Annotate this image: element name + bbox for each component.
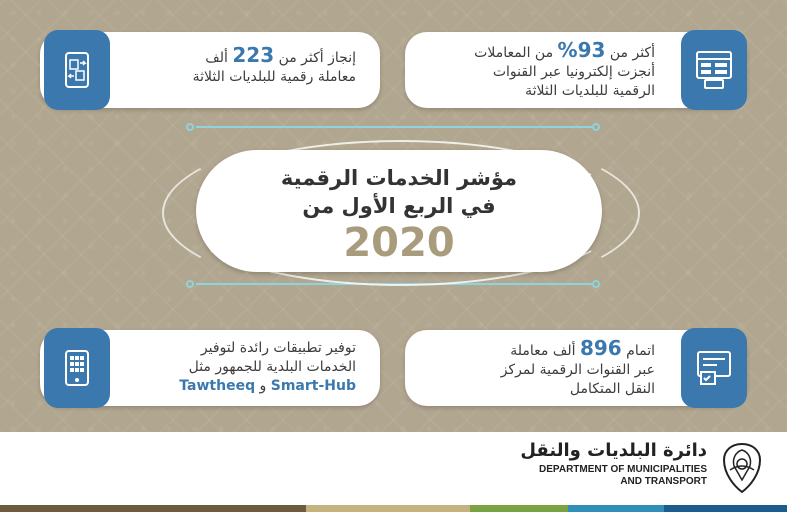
- org-name-english-line1: DEPARTMENT OF MUNICIPALITIES: [539, 464, 707, 475]
- footer-color-bar: [0, 505, 306, 512]
- card-text: [116, 339, 356, 396]
- footer-color-bar: [568, 505, 664, 512]
- text-line: معاملة رقمية للبلديات الثلاثة: [192, 69, 356, 85]
- falcon-emblem-icon: [718, 440, 766, 496]
- app-name-tawtheeq: Tawtheeq: [179, 378, 256, 394]
- footer-color-bar: [470, 505, 568, 512]
- center-title-line1: مؤشر الخدمات الرقمية: [280, 166, 518, 190]
- text-prefix: إنجاز أكثر من: [278, 50, 356, 66]
- document-transport-icon: [681, 328, 747, 408]
- stat-number: 896: [579, 336, 622, 360]
- forms-icon: [681, 30, 747, 110]
- mobile-transfer-icon: [44, 30, 110, 110]
- mobile-apps-icon: [44, 328, 110, 408]
- text-line: النقل المتكامل: [569, 381, 655, 397]
- connector-dot: [592, 123, 600, 131]
- top-connector-line: [196, 126, 592, 128]
- connector-dot: [186, 123, 194, 131]
- digital-services-index-title: [196, 150, 602, 272]
- app-name-smart-hub: Smart-Hub: [270, 378, 356, 394]
- text-line: توفير تطبيقات رائدة لتوفير: [200, 340, 356, 356]
- text-line: عبر القنوات الرقمية لمركز: [500, 362, 655, 378]
- card-text: [116, 43, 356, 87]
- text-suffix: من المعاملات: [474, 45, 554, 61]
- org-name-arabic: دائرة البلديات والنقل: [520, 440, 707, 461]
- footer-color-bar: [306, 505, 470, 512]
- text-line: الخدمات البلدية للجمهور مثل: [188, 359, 356, 375]
- footer: [0, 432, 787, 512]
- card-text: [415, 38, 655, 101]
- stat-number: 223: [232, 43, 275, 67]
- center-year: 2020: [343, 220, 455, 266]
- text-suffix: ألف معاملة: [510, 343, 576, 359]
- text-conjunction: و: [259, 378, 267, 394]
- text-suffix: ألف: [205, 50, 228, 66]
- footer-color-bar: [664, 505, 787, 512]
- text-line: الرقمية للبلديات الثلاثة: [525, 83, 655, 99]
- text-prefix: اتمام: [626, 343, 655, 359]
- center-title-line2: في الربع الأول من: [302, 194, 496, 218]
- text-prefix: أكثر من: [609, 45, 655, 61]
- connector-dot: [186, 280, 194, 288]
- connector-dot: [592, 280, 600, 288]
- text-line: أنجزت إلكترونيا عبر القنوات: [492, 64, 655, 80]
- stat-number: 93%: [557, 38, 606, 62]
- card-text: [415, 336, 655, 399]
- org-name-english-line2: AND TRANSPORT: [620, 476, 707, 487]
